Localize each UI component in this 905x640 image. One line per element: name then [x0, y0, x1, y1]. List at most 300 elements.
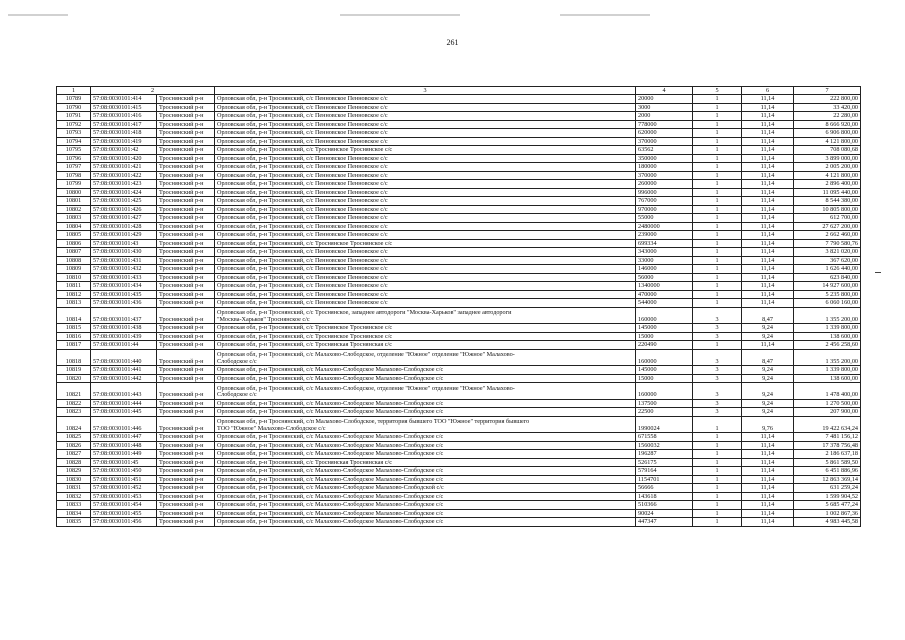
cadastral-number-cell: 57:08:0030101:452 [91, 484, 157, 493]
address-cell: Орловская обл, р-н Троснянский, с/с Малахово-Слободское Малахово-Слободское с/с [215, 408, 636, 417]
category-cell: 1 [693, 112, 742, 121]
table-row [57, 408, 861, 417]
rate-cell: 11,14 [742, 171, 794, 180]
rate-cell: 9,24 [742, 408, 794, 417]
address-line-1: Орловская обл, р-н Троснянский, с/с Троснянское, западнее автодороги "Москва-Харьков" западнее автодороги [217, 309, 512, 316]
cadastral-number-cell: 57:08:0030101:421 [91, 163, 157, 172]
address-cell: Орловская обл, р-н Троснянский, с/с Малахово-Слободское Малахово-Слободское с/с [215, 467, 636, 476]
district-cell: Троснянский р-н [157, 129, 215, 138]
cadastral-value-cell: 207 900,00 [794, 408, 861, 417]
row-number-cell: 10814 [57, 307, 91, 324]
district-cell: Троснянский р-н [157, 282, 215, 291]
area-cell: 970000 [636, 205, 693, 214]
address-line-1: Орловская обл, р-н Троснянский, с/с Малахово-Слободское, отделение "Южное" отделение "Южное" Малахово- [217, 384, 515, 392]
area-cell: 1560032 [636, 441, 693, 450]
cadastral-number-cell: 57:08:0030101:447 [91, 433, 157, 442]
cadastral-number-cell: 57:08:0030101:428 [91, 222, 157, 231]
district-cell: Троснянский р-н [157, 248, 215, 257]
row-number-cell: 10791 [57, 112, 91, 121]
table-row [57, 416, 861, 433]
row-number-cell: 10830 [57, 475, 91, 484]
cadastral-number-cell: 57:08:0030101:434 [91, 282, 157, 291]
cadastral-number-cell: 57:08:0030101:45 [91, 458, 157, 467]
rate-cell: 11,14 [742, 467, 794, 476]
area-cell: 15000 [636, 332, 693, 341]
district-cell: Троснянский р-н [157, 290, 215, 299]
address-cell: Орловская обл, р-н Троснянский, с/с Пенновское Пенновское с/с [215, 163, 636, 172]
district-cell: Троснянский р-н [157, 374, 215, 383]
rate-cell: 9,24 [742, 399, 794, 408]
address-cell: Орловская обл, р-н Троснянский, с/с Троснянское Троснянское с/с [215, 332, 636, 341]
district-cell: Троснянский р-н [157, 154, 215, 163]
cadastral-value-cell: 4 983 445,58 [794, 518, 861, 527]
row-number-cell: 10789 [57, 95, 91, 104]
category-cell: 1 [693, 299, 742, 308]
address-cell: Орловская обл, р-н Троснянский, с/с Пенновское Пенновское с/с [215, 299, 636, 308]
category-cell: 3 [693, 383, 742, 400]
cadastral-value-cell: 138 600,00 [794, 374, 861, 383]
row-number-cell: 10834 [57, 509, 91, 518]
cadastral-number-cell: 57:08:0030101:424 [91, 188, 157, 197]
area-cell: 180000 [636, 163, 693, 172]
category-cell: 3 [693, 399, 742, 408]
cadastral-value-cell: 1 599 904,52 [794, 492, 861, 501]
address-cell: Орловская обл, р-н Троснянский, с/с Троснянская Троснянская с/с [215, 458, 636, 467]
address-cell: Орловская обл, р-н Троснянский, с/с Троснянское Троснянское с/с [215, 324, 636, 333]
cadastral-number-cell: 57:08:0030101:422 [91, 171, 157, 180]
cadastral-number-cell: 57:08:0030101:449 [91, 450, 157, 459]
rate-cell: 9,24 [742, 374, 794, 383]
cadastral-value-cell: 5 685 477,24 [794, 501, 861, 510]
address-cell [215, 416, 636, 433]
category-cell: 3 [693, 374, 742, 383]
cadastral-number-cell: 57:08:0030101:418 [91, 129, 157, 138]
category-cell: 1 [693, 239, 742, 248]
cadastral-value-cell: 8 544 380,00 [794, 197, 861, 206]
row-number-cell: 10800 [57, 188, 91, 197]
address-cell: Орловская обл, р-н Троснянский, с/с Пенновское Пенновское с/с [215, 205, 636, 214]
cadastral-number-cell: 57:08:0030101:415 [91, 103, 157, 112]
district-cell: Троснянский р-н [157, 433, 215, 442]
row-number-cell: 10831 [57, 484, 91, 493]
rate-cell: 11,14 [742, 433, 794, 442]
rate-cell: 11,14 [742, 256, 794, 265]
rate-cell: 11,14 [742, 120, 794, 129]
area-cell: 90024 [636, 509, 693, 518]
cadastral-value-cell: 14 927 600,00 [794, 282, 861, 291]
table-row [57, 188, 861, 197]
rate-cell: 11,14 [742, 112, 794, 121]
area-cell: 22500 [636, 408, 693, 417]
district-cell: Троснянский р-н [157, 197, 215, 206]
cadastral-value-cell: 1 270 500,00 [794, 399, 861, 408]
district-cell: Троснянский р-н [157, 163, 215, 172]
row-number-cell: 10815 [57, 324, 91, 333]
area-cell: 1154701 [636, 475, 693, 484]
category-cell: 1 [693, 171, 742, 180]
district-cell: Троснянский р-н [157, 180, 215, 189]
cadastral-value-cell: 3 821 020,00 [794, 248, 861, 257]
district-cell: Троснянский р-н [157, 239, 215, 248]
scan-artifact [560, 14, 650, 16]
district-cell: Троснянский р-н [157, 458, 215, 467]
row-number-cell: 10807 [57, 248, 91, 257]
address-cell [215, 349, 636, 366]
area-cell: 63562 [636, 146, 693, 155]
area-cell: 370000 [636, 137, 693, 146]
address-cell: Орловская обл, р-н Троснянский, с/с Малахово-Слободское Малахово-Слободское с/с [215, 509, 636, 518]
category-cell: 1 [693, 154, 742, 163]
cadastral-number-cell: 57:08:0030101:43 [91, 239, 157, 248]
address-cell: Орловская обл, р-н Троснянский, с/с Малахово-Слободское Малахово-Слободское с/с [215, 374, 636, 383]
area-cell: 196287 [636, 450, 693, 459]
area-cell: 620000 [636, 129, 693, 138]
cadastral-value-cell: 19 422 634,24 [794, 416, 861, 433]
district-cell: Троснянский р-н [157, 103, 215, 112]
table-row [57, 290, 861, 299]
address-cell: Орловская обл, р-н Троснянский, с/с Пенновское Пенновское с/с [215, 154, 636, 163]
row-number-cell: 10819 [57, 366, 91, 375]
rate-cell: 11,14 [742, 146, 794, 155]
table-row [57, 214, 861, 223]
cadastral-number-cell: 57:08:0030101:42 [91, 146, 157, 155]
row-number-cell: 10802 [57, 205, 91, 214]
area-cell: 526175 [636, 458, 693, 467]
table-row [57, 239, 861, 248]
category-cell: 1 [693, 441, 742, 450]
address-cell: Орловская обл, р-н Троснянский, с/с Пенновское Пенновское с/с [215, 197, 636, 206]
address-cell: Орловская обл, р-н Троснянский, с/с Пенновское Пенновское с/с [215, 265, 636, 274]
category-cell: 1 [693, 197, 742, 206]
cadastral-value-cell: 1 355 200,00 [794, 307, 861, 324]
district-cell: Троснянский р-н [157, 95, 215, 104]
cadastral-number-cell: 57:08:0030101:438 [91, 324, 157, 333]
rate-cell: 11,14 [742, 501, 794, 510]
cadastral-number-cell: 57:08:0030101:453 [91, 492, 157, 501]
category-cell: 1 [693, 467, 742, 476]
category-cell: 1 [693, 458, 742, 467]
table-row [57, 509, 861, 518]
header-col-5: 5 [693, 87, 742, 95]
row-number-cell: 10794 [57, 137, 91, 146]
cadastral-number-cell: 57:08:0030101:425 [91, 197, 157, 206]
cadastral-number-cell: 57:08:0030101:416 [91, 112, 157, 121]
address-cell: Орловская обл, р-н Троснянский, с/с Пенновское Пенновское с/с [215, 248, 636, 257]
cadastral-value-cell: 2 005 200,00 [794, 163, 861, 172]
rate-cell: 11,14 [742, 458, 794, 467]
row-number-cell: 10822 [57, 399, 91, 408]
address-cell: Орловская обл, р-н Троснянский, с/с Пенновское Пенновское с/с [215, 256, 636, 265]
area-cell: 2000 [636, 112, 693, 121]
row-number-cell: 10806 [57, 239, 91, 248]
category-cell: 1 [693, 129, 742, 138]
address-cell: Орловская обл, р-н Троснянский, с/с Пенновское Пенновское с/с [215, 103, 636, 112]
table-row [57, 222, 861, 231]
cadastral-value-cell: 2 186 637,18 [794, 450, 861, 459]
district-cell: Троснянский р-н [157, 484, 215, 493]
district-cell: Троснянский р-н [157, 408, 215, 417]
row-number-cell: 10796 [57, 154, 91, 163]
cadastral-value-cell: 22 280,00 [794, 112, 861, 121]
rate-cell: 11,14 [742, 222, 794, 231]
table-row [57, 163, 861, 172]
header-col-2: 2 [91, 87, 215, 95]
row-number-cell: 10798 [57, 171, 91, 180]
cadastral-number-cell: 57:08:0030101:450 [91, 467, 157, 476]
category-cell: 1 [693, 248, 742, 257]
address-cell: Орловская обл, р-н Троснянский, с/с Пенновское Пенновское с/с [215, 214, 636, 223]
category-cell: 1 [693, 290, 742, 299]
cadastral-number-cell: 57:08:0030101:446 [91, 416, 157, 433]
area-cell: 671558 [636, 433, 693, 442]
district-cell: Троснянский р-н [157, 441, 215, 450]
address-cell: Орловская обл, р-н Троснянский, с/с Малахово-Слободское Малахово-Слободское с/с [215, 492, 636, 501]
category-cell: 1 [693, 163, 742, 172]
table-row [57, 180, 861, 189]
table-row [57, 332, 861, 341]
row-number-cell: 10801 [57, 197, 91, 206]
cadastral-number-cell: 57:08:0030101:456 [91, 518, 157, 527]
area-cell: 1340000 [636, 282, 693, 291]
rate-cell: 11,14 [742, 441, 794, 450]
category-cell: 1 [693, 188, 742, 197]
rate-cell: 11,14 [742, 282, 794, 291]
cadastral-number-cell: 57:08:0030101:448 [91, 441, 157, 450]
table-row [57, 518, 861, 527]
rate-cell: 11,14 [742, 265, 794, 274]
cadastral-value-cell: 6 906 800,00 [794, 129, 861, 138]
row-number-cell: 10805 [57, 231, 91, 240]
cadastral-value-cell: 12 863 369,14 [794, 475, 861, 484]
rate-cell: 11,14 [742, 248, 794, 257]
table-row [57, 324, 861, 333]
address-cell: Орловская обл, р-н Троснянский, с/с Малахово-Слободское Малахово-Слободской с/с [215, 484, 636, 493]
address-cell: Орловская обл, р-н Троснянский, с/с Пенновское Пенновское с/с [215, 180, 636, 189]
table-row [57, 374, 861, 383]
district-cell: Троснянский р-н [157, 366, 215, 375]
address-cell: Орловская обл, р-н Троснянский, с/с Малахово-Слободское Малахово-Слободское с/с [215, 475, 636, 484]
row-number-cell: 10826 [57, 441, 91, 450]
row-number-cell: 10812 [57, 290, 91, 299]
address-cell: Орловская обл, р-н Троснянский, с/с Троснянское Троснянское с/с [215, 146, 636, 155]
district-cell: Троснянский р-н [157, 299, 215, 308]
table-row [57, 120, 861, 129]
category-cell: 1 [693, 433, 742, 442]
row-number-cell: 10827 [57, 450, 91, 459]
table-row [57, 137, 861, 146]
area-cell: 160000 [636, 349, 693, 366]
area-cell: 146000 [636, 265, 693, 274]
district-cell: Троснянский р-н [157, 307, 215, 324]
rate-cell: 11,14 [742, 137, 794, 146]
row-number-cell: 10820 [57, 374, 91, 383]
cadastral-number-cell: 57:08:0030101:423 [91, 180, 157, 189]
header-col-1: 1 [57, 87, 91, 95]
header-col-6: 6 [742, 87, 794, 95]
cadastral-value-cell: 7 790 580,76 [794, 239, 861, 248]
scan-artifact [340, 14, 460, 16]
rate-cell: 9,24 [742, 324, 794, 333]
rate-cell: 11,14 [742, 214, 794, 223]
category-cell: 1 [693, 282, 742, 291]
rate-cell: 11,14 [742, 475, 794, 484]
category-cell: 1 [693, 231, 742, 240]
header-row [57, 87, 861, 95]
cadastral-number-cell: 57:08:0030101:430 [91, 248, 157, 257]
district-cell: Троснянский р-н [157, 492, 215, 501]
district-cell: Троснянский р-н [157, 399, 215, 408]
area-cell: 996000 [636, 188, 693, 197]
district-cell: Троснянский р-н [157, 256, 215, 265]
district-cell: Троснянский р-н [157, 231, 215, 240]
row-number-cell: 10823 [57, 408, 91, 417]
address-cell: Орловская обл, р-н Троснянский, с/с Пенновское Пенновское с/с [215, 137, 636, 146]
area-cell: 343000 [636, 248, 693, 257]
category-cell: 3 [693, 349, 742, 366]
cadastral-value-cell: 6 060 160,00 [794, 299, 861, 308]
address-cell: Орловская обл, р-н Троснянский, с/с Пенновское Пенновское с/с [215, 95, 636, 104]
row-number-cell: 10799 [57, 180, 91, 189]
area-cell: 145000 [636, 324, 693, 333]
category-cell: 1 [693, 180, 742, 189]
table-row [57, 299, 861, 308]
address-cell: Орловская обл, р-н Троснянский, с/с Малахово-Слободское Малахово-Слободское с/с [215, 399, 636, 408]
table-row [57, 349, 861, 366]
address-line-2: "Москва-Харьков" Троснянское с/с [217, 315, 310, 323]
rate-cell: 11,14 [742, 103, 794, 112]
cadastral-value-cell: 1 626 440,00 [794, 265, 861, 274]
area-cell: 470000 [636, 290, 693, 299]
cadastral-value-cell: 17 378 756,48 [794, 441, 861, 450]
category-cell: 3 [693, 408, 742, 417]
category-cell: 1 [693, 214, 742, 223]
district-cell: Троснянский р-н [157, 475, 215, 484]
district-cell: Троснянский р-н [157, 341, 215, 350]
cadastral-value-cell: 1 355 200,00 [794, 349, 861, 366]
cadastral-value-cell: 2 896 400,00 [794, 180, 861, 189]
address-cell: Орловская обл, р-н Троснянский, с/с Пенновское Пенновское с/с [215, 290, 636, 299]
rate-cell: 11,14 [742, 290, 794, 299]
address-cell: Орловская обл, р-н Троснянский, с/с Пенновское Пенновское с/с [215, 273, 636, 282]
row-number-cell: 10828 [57, 458, 91, 467]
table-row [57, 433, 861, 442]
area-cell: 160000 [636, 307, 693, 324]
category-cell: 1 [693, 484, 742, 493]
table-row [57, 492, 861, 501]
table-row [57, 366, 861, 375]
rate-cell: 9,24 [742, 332, 794, 341]
cadastral-number-cell: 57:08:0030101:419 [91, 137, 157, 146]
district-cell: Троснянский р-н [157, 205, 215, 214]
rate-cell: 9,24 [742, 383, 794, 400]
rate-cell: 11,14 [742, 518, 794, 527]
row-number-cell: 10810 [57, 273, 91, 282]
row-number-cell: 10818 [57, 349, 91, 366]
rate-cell: 11,14 [742, 129, 794, 138]
table-row [57, 501, 861, 510]
row-number-cell: 10808 [57, 256, 91, 265]
district-cell: Троснянский р-н [157, 467, 215, 476]
area-cell: 55000 [636, 214, 693, 223]
rate-cell: 8,47 [742, 307, 794, 324]
district-cell: Троснянский р-н [157, 332, 215, 341]
area-cell: 260000 [636, 180, 693, 189]
district-cell: Троснянский р-н [157, 171, 215, 180]
area-cell: 767000 [636, 197, 693, 206]
table-row [57, 341, 861, 350]
header-col-3: 3 [215, 87, 636, 95]
cadastral-number-cell: 57:08:0030101:442 [91, 374, 157, 383]
cadastral-number-cell: 57:08:0030101:454 [91, 501, 157, 510]
row-number-cell: 10804 [57, 222, 91, 231]
area-cell: 137500 [636, 399, 693, 408]
cadastral-value-cell: 6 451 886,96 [794, 467, 861, 476]
address-cell [215, 307, 636, 324]
page-number: 261 [446, 38, 459, 47]
area-cell: 544000 [636, 299, 693, 308]
cadastral-value-cell: 4 121 800,00 [794, 171, 861, 180]
cadastral-number-cell: 57:08:0030101:44 [91, 341, 157, 350]
category-cell: 1 [693, 501, 742, 510]
category-cell: 1 [693, 265, 742, 274]
address-cell: Орловская обл, р-н Троснянский, с/с Троснянская Троснянская с/с [215, 341, 636, 350]
cadastral-value-cell: 8 666 920,00 [794, 120, 861, 129]
area-cell: 56666 [636, 484, 693, 493]
address-cell: Орловская обл, р-н Троснянский, с/с Малахово-Слободское Малахово-Слободское с/с [215, 433, 636, 442]
table-row [57, 282, 861, 291]
cadastral-value-cell: 612 700,00 [794, 214, 861, 223]
area-cell: 143618 [636, 492, 693, 501]
cadastral-number-cell: 57:08:0030101:443 [91, 383, 157, 400]
cadastral-register-table [56, 86, 861, 527]
district-cell: Троснянский р-н [157, 214, 215, 223]
area-cell: 1990024 [636, 416, 693, 433]
row-number-cell: 10811 [57, 282, 91, 291]
rate-cell: 11,14 [742, 509, 794, 518]
table-row [57, 383, 861, 400]
category-cell: 3 [693, 366, 742, 375]
area-cell: 2480000 [636, 222, 693, 231]
cadastral-value-cell: 1 478 400,00 [794, 383, 861, 400]
row-number-cell: 10821 [57, 383, 91, 400]
table-row [57, 265, 861, 274]
category-cell: 1 [693, 95, 742, 104]
category-cell: 1 [693, 205, 742, 214]
address-cell: Орловская обл, р-н Троснянский, с/с Малахово-Слободское Малахово-Слободское с/с [215, 441, 636, 450]
table-row [57, 146, 861, 155]
rate-cell: 11,14 [742, 484, 794, 493]
cadastral-number-cell: 57:08:0030101:417 [91, 120, 157, 129]
address-cell: Орловская обл, р-н Троснянский, с/с Пенновское Пенновское с/с [215, 188, 636, 197]
district-cell: Троснянский р-н [157, 349, 215, 366]
district-cell: Троснянский р-н [157, 137, 215, 146]
category-cell: 1 [693, 416, 742, 433]
category-cell: 1 [693, 146, 742, 155]
address-line-1: Орловская обл, р-н Троснянский, с/с Малахово-Слободское, отделение "Южное" отделение "Южное" Малахово- [217, 351, 515, 358]
district-cell: Троснянский р-н [157, 509, 215, 518]
category-cell: 1 [693, 450, 742, 459]
area-cell: 220490 [636, 341, 693, 350]
address-line-1: Орловская обл, р-н Троснянский, с/п Малахово-Слободское, территория бывшего ТОО "Южное" территория бывшего [217, 418, 530, 425]
row-number-cell: 10829 [57, 467, 91, 476]
table-row [57, 475, 861, 484]
area-cell: 778000 [636, 120, 693, 129]
category-cell: 1 [693, 475, 742, 484]
cadastral-value-cell: 4 121 800,00 [794, 137, 861, 146]
table-row [57, 248, 861, 257]
table-row [57, 231, 861, 240]
cadastral-number-cell: 57:08:0030101:437 [91, 307, 157, 324]
